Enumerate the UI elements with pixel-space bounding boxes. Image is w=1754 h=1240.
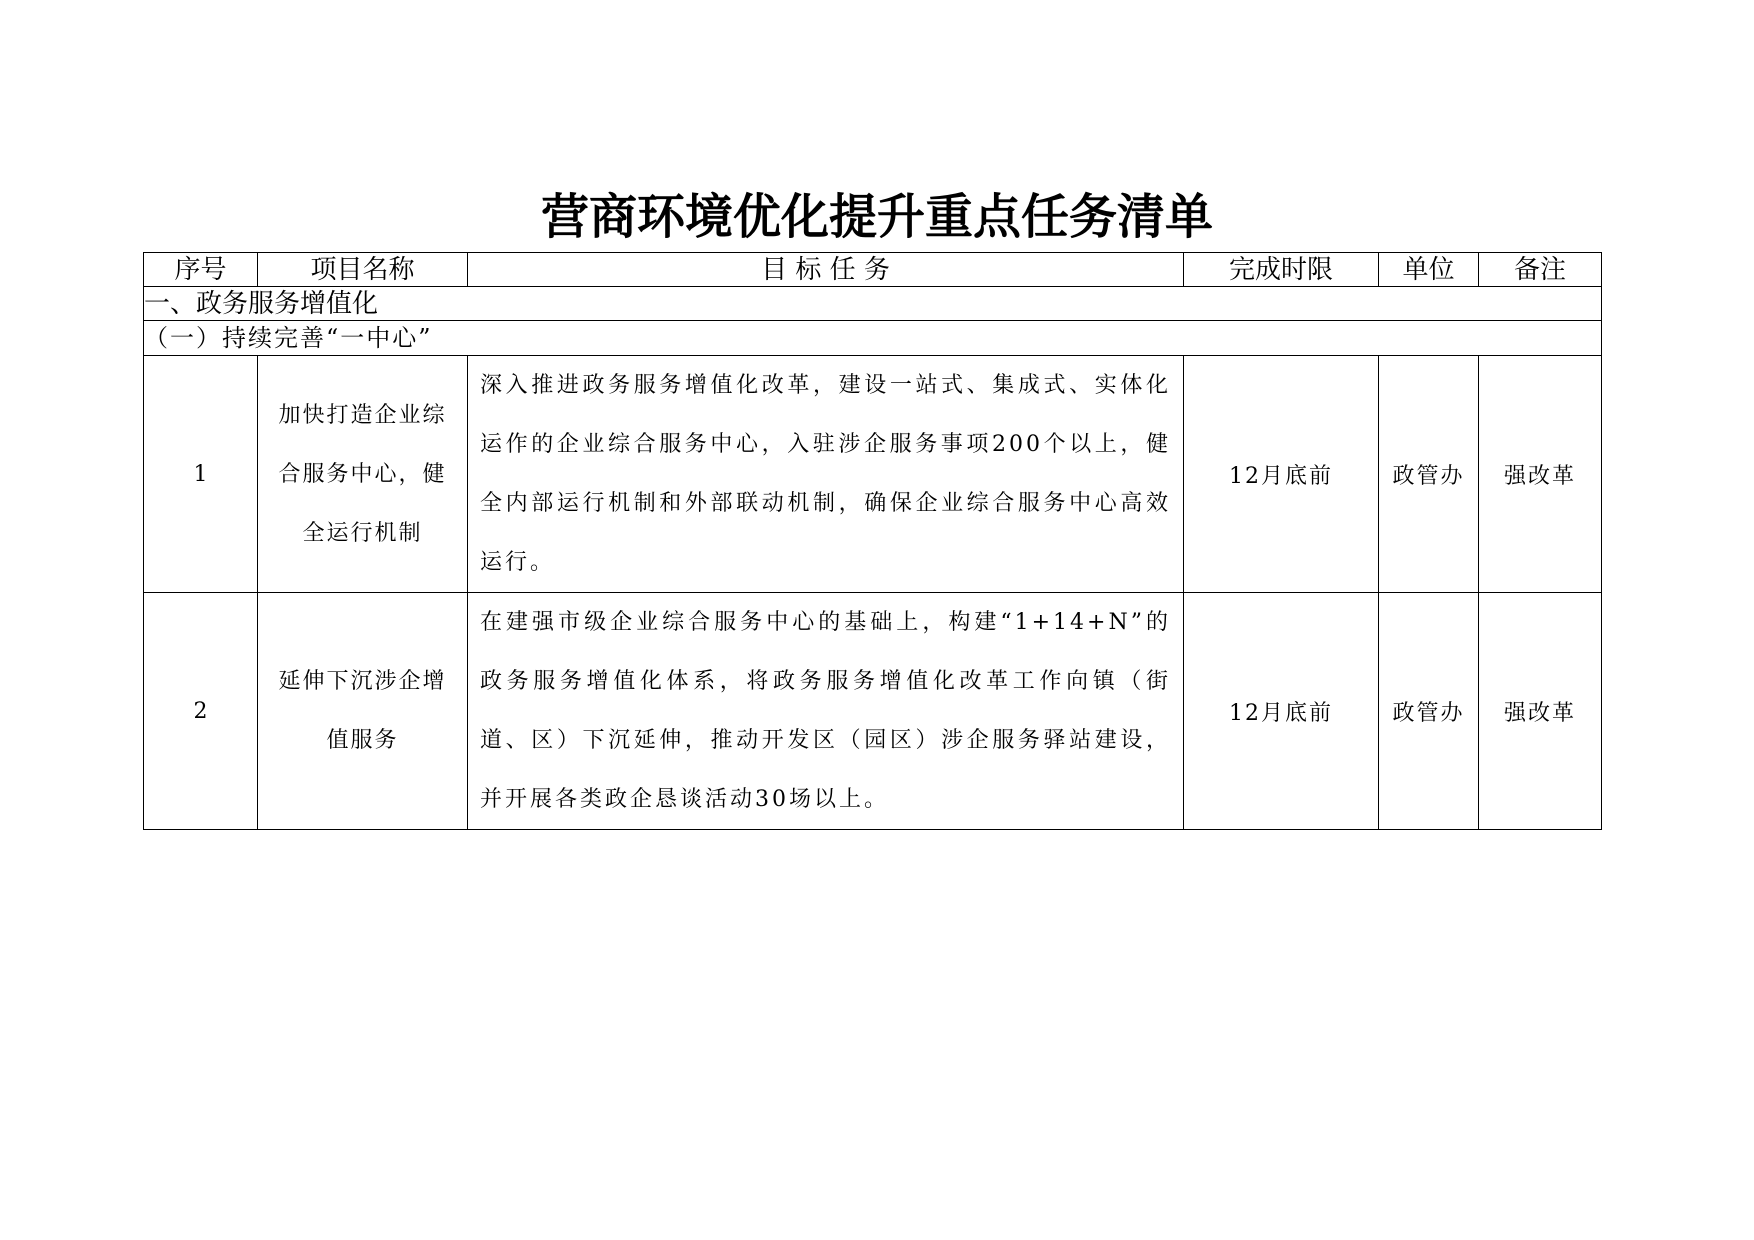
row-no: 1 xyxy=(144,356,258,593)
header-deadline: 完成时限 xyxy=(1184,253,1379,287)
row-deadline-text: 12月底前 xyxy=(1229,463,1333,489)
header-unit: 单位 xyxy=(1379,253,1479,287)
document-title: 营商环境优化提升重点任务清单 xyxy=(540,189,1213,245)
row-note xyxy=(1479,593,1602,830)
row-project-name: 延伸下沉涉企增值服务 xyxy=(258,593,468,830)
row-target-task: 深入推进政务服务增值化改革，建设一站式、集成式、实体化运作的企业综合服务中心，入驻涉企服务事项200个以上，健全内部运行机制和外部联动机制，确保企业综合服务中心高效运行。 xyxy=(468,356,1184,593)
row-note-text: 强改革 xyxy=(1503,463,1576,489)
task-table xyxy=(143,252,1602,830)
row-deadline xyxy=(1184,593,1379,830)
row-unit-text: 政管办 xyxy=(1392,700,1465,726)
row-unit xyxy=(1379,593,1479,830)
table-row xyxy=(144,356,1602,593)
row-unit-text: 政管办 xyxy=(1392,463,1465,489)
section-row xyxy=(144,287,1602,321)
row-note xyxy=(1479,356,1602,593)
row-target-task: 在建强市级企业综合服务中心的基础上，构建“1+14+N”的政务服务增值化体系，将政务服务增值化改革工作向镇（街道、区）下沉延伸，推动开发区（园区）涉企服务驿站建设，并开展各类政企恳谈活动30场以上。 xyxy=(468,593,1184,830)
row-no: 2 xyxy=(144,593,258,830)
section-title: 一、政务服务增值化 xyxy=(144,287,1602,321)
row-deadline-text: 12月底前 xyxy=(1229,700,1333,726)
row-deadline xyxy=(1184,356,1379,593)
table-row xyxy=(144,593,1602,830)
subsection-title: （一）持续完善“一中心” xyxy=(144,321,1602,356)
row-note-text: 强改革 xyxy=(1503,700,1576,726)
table-header-row xyxy=(144,253,1602,287)
header-project-name: 项目名称 xyxy=(258,253,468,287)
header-note: 备注 xyxy=(1479,253,1602,287)
subsection-row xyxy=(144,321,1602,356)
header-no: 序号 xyxy=(144,253,258,287)
header-target-task: 目 标 任 务 xyxy=(468,253,1184,287)
row-project-name: 加快打造企业综合服务中心，健全运行机制 xyxy=(258,356,468,593)
row-unit xyxy=(1379,356,1479,593)
